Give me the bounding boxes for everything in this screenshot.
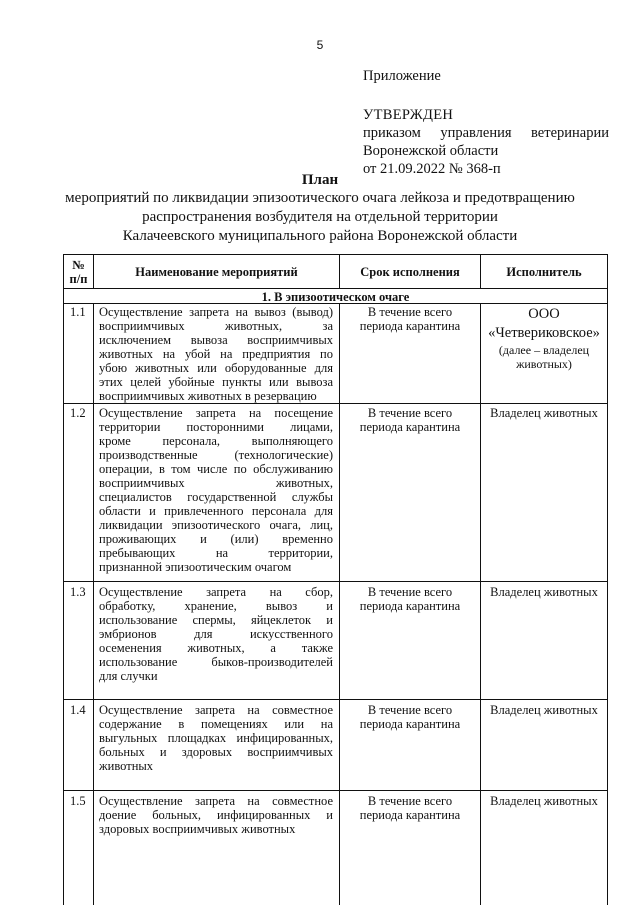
header-num-line: № (72, 258, 85, 272)
order-word: ветеринарии (531, 125, 609, 141)
row-name (99, 406, 333, 574)
deadline-line: периода карантина (359, 319, 461, 333)
row-number: 1.5 (70, 794, 86, 808)
deadline-line: периода карантина (359, 599, 461, 613)
row-name (99, 585, 333, 683)
name-line: выгульных площадках инфицированных, (99, 731, 333, 745)
name-line: Осуществление запрета на совместное (99, 703, 333, 717)
row-divider (63, 790, 608, 791)
name-line: восприимчивых животных в резервацию (99, 389, 317, 403)
row-executor (481, 305, 607, 371)
column-divider (480, 303, 481, 905)
name-line: содержание в помещениях или на (99, 717, 333, 731)
header-num (64, 256, 93, 288)
deadline-line: периода карантина (359, 808, 461, 822)
row-number: 1.1 (70, 305, 86, 319)
row-name (99, 703, 333, 773)
row-deadline (340, 305, 480, 333)
name-line: Осуществление запрета на сбор, (99, 585, 333, 599)
name-line: обработку, хранение, вывоз и (99, 599, 333, 613)
name-line: больных и здоровых восприимчивых (99, 745, 333, 759)
deadline-line: периода карантина (359, 420, 461, 434)
name-line: исключением вывоза восприимчивых (99, 333, 333, 347)
deadline-line: В течение всего (367, 305, 453, 319)
order-line-1 (363, 124, 609, 142)
deadline-line: периода карантина (359, 717, 461, 731)
name-line: пребывающих на территории, (99, 546, 333, 560)
name-line: производственные (технологические) (99, 448, 333, 462)
subtitle-line: Калачеевского муниципального района Воронежской области (122, 228, 518, 244)
row-deadline (340, 406, 480, 434)
deadline-line: В течение всего (367, 585, 453, 599)
executor-line: Владелец животных (490, 406, 598, 420)
row-executor (481, 794, 607, 808)
header-num-line: п/п (69, 272, 88, 286)
name-line: использование быков-производителей (99, 655, 333, 669)
table-border-top (63, 254, 608, 255)
name-line: признанной эпизоотическим очагом (99, 560, 292, 574)
plan-subtitle (40, 189, 600, 246)
executor-line: Владелец животных (490, 794, 598, 808)
plan-title: План (301, 172, 339, 188)
page-number: 5 (316, 38, 324, 52)
name-line: кроме персонала, выполняющего (99, 434, 333, 448)
name-line: использование спермы, яйцеклеток и (99, 613, 333, 627)
column-divider (93, 303, 94, 905)
row-number: 1.2 (70, 406, 86, 420)
row-deadline (340, 794, 480, 822)
executor-line: ООО (528, 306, 560, 322)
row-deadline (340, 585, 480, 613)
order-word: управления (440, 125, 512, 141)
name-line: Осуществление запрета на посещение (99, 406, 333, 420)
table-header-divider (63, 288, 608, 289)
name-line: доение больных, инфицированных и (99, 808, 333, 822)
executor-line: животных) (516, 357, 572, 371)
row-number: 1.3 (70, 585, 86, 599)
name-line: эмбрионов для искусственного (99, 627, 333, 641)
name-line: Осуществление запрета на вывоз (вывод) (99, 305, 333, 319)
executor-line: Владелец животных (490, 585, 598, 599)
name-line: осеменения животных, а также (99, 641, 333, 655)
approved-label: УТВЕРЖДЕН (363, 107, 454, 123)
executor-line: Владелец животных (490, 703, 598, 717)
row-deadline (340, 703, 480, 731)
name-line: животных на убой на предприятия по (99, 347, 333, 361)
row-divider (63, 403, 608, 404)
executor-line: (далее – владелец (498, 343, 590, 357)
name-line: здоровых восприимчивых животных (99, 822, 296, 836)
deadline-line: В течение всего (367, 794, 453, 808)
table-border-left (63, 254, 64, 905)
row-name (99, 305, 333, 403)
name-line: для случки (99, 669, 158, 683)
name-line: ликвидации эпизоотического очага, лиц, (99, 518, 333, 532)
row-name (99, 794, 333, 836)
order-word: приказом (363, 125, 421, 141)
order-line-3: от 21.09.2022 № 368-п (363, 161, 501, 177)
header-executor: Исполнитель (506, 265, 582, 279)
name-line: специалистов государственной службы (99, 490, 333, 504)
header-name: Наименование мероприятий (135, 265, 298, 279)
executor-line: «Четвериковское» (488, 325, 600, 341)
name-line: территории посторонними лицами, (99, 420, 333, 434)
subtitle-line: распространения возбудителя на отдельной территории (142, 209, 498, 225)
name-line: операции, в том числе по обслуживанию (99, 462, 333, 476)
header-deadline: Срок исполнения (360, 265, 460, 279)
row-divider (63, 581, 608, 582)
row-executor (481, 406, 607, 420)
name-line: восприимчивых животных, (99, 476, 333, 490)
row-executor (481, 703, 607, 717)
row-divider (63, 699, 608, 700)
section-title: 1. В эпизоотическом очаге (261, 290, 410, 304)
name-line: проживающих и (или) временно (99, 532, 333, 546)
subtitle-line: мероприятий по ликвидации эпизоотического очага лейкоза и предотвращению (65, 190, 575, 206)
order-line-2: Воронежской области (363, 143, 499, 159)
row-number: 1.4 (70, 703, 86, 717)
deadline-line: В течение всего (367, 406, 453, 420)
name-line: этих целей убойные пункты или вывоза (99, 375, 333, 389)
deadline-line: В течение всего (367, 703, 453, 717)
row-executor (481, 585, 607, 599)
name-line: животных (99, 759, 154, 773)
name-line: убою животных или оборудованные для (99, 361, 333, 375)
name-line: области и привлеченного персонала для (99, 504, 333, 518)
table-border-right (607, 254, 608, 905)
name-line: восприимчивых животных, за (99, 319, 333, 333)
name-line: Осуществление запрета на совместное (99, 794, 333, 808)
appendix-label: Приложение (363, 68, 441, 84)
